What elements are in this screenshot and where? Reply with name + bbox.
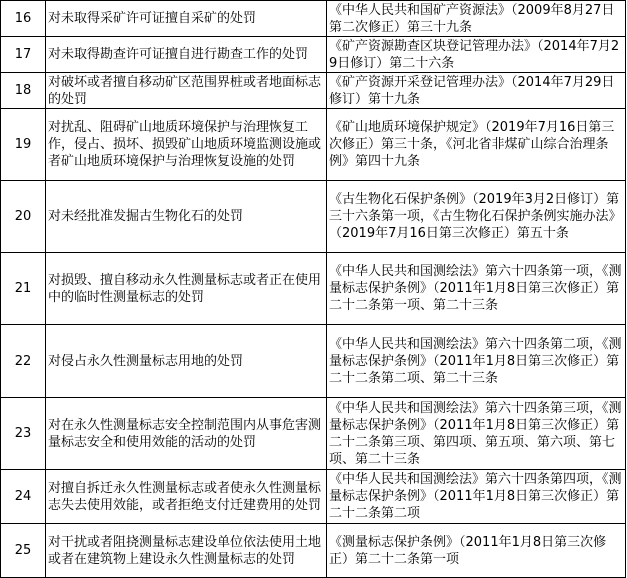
row-number: 22	[1, 325, 46, 398]
penalty-item: 对损毁、擅自移动永久性测量标志或者正在使用中的临时性测量标志的处罚	[46, 253, 327, 325]
row-number: 21	[1, 253, 46, 325]
legal-basis: 《测量标志保护条例》（2011年1月8日第三次修正）第二十二条第一项	[327, 524, 626, 578]
table-row	[1, 398, 626, 470]
row-number: 19	[1, 109, 46, 181]
penalty-item: 对侵占永久性测量标志用地的处罚	[46, 325, 327, 398]
row-number: 23	[1, 398, 46, 470]
penalty-item: 对干扰或者阻挠测量标志建设单位依法使用土地或者在建筑物上建设永久性测量标志的处罚	[46, 524, 327, 578]
legal-basis: 《矿山地质环境保护规定》（2019年7月16日第三次修正）第三十条，《河北省非煤矿山综合治理条例》第四十九条	[327, 109, 626, 181]
legal-basis: 《中华人民共和国测绘法》第六十四条第一项，《测量标志保护条例》（2011年1月8日第三次修正）第二十二条第一项、第二十三条	[327, 253, 626, 325]
table-row	[1, 253, 626, 325]
penalty-item: 对在永久性测量标志安全控制范围内从事危害测量标志安全和使用效能的活动的处罚	[46, 398, 327, 470]
table-row	[1, 181, 626, 253]
table-row	[1, 109, 626, 181]
penalty-item: 对未经批准发掘古生物化石的处罚	[46, 181, 327, 253]
penalty-item: 对破坏或者擅自移动矿区范围界桩或者地面标志的处罚	[46, 73, 327, 109]
legal-basis: 《古生物化石保护条例》（2019年3月2日修订）第三十六条第一项，《古生物化石保护条例实施办法》（2019年7月16日第三次修正）第五十条	[327, 181, 626, 253]
legal-basis: 《矿产资源勘查区块登记管理办法》（2014年7月29日修订）第二十六条	[327, 37, 626, 73]
legal-basis: 《中华人民共和国测绘法》第六十四条第二项，《测量标志保护条例》（2011年1月8日第三次修正）第二十二条第二项、第二十三条	[327, 325, 626, 398]
row-number: 18	[1, 73, 46, 109]
table-row	[1, 470, 626, 524]
legal-basis: 《中华人民共和国矿产资源法》（2009年8月27日第二次修正）第三十九条	[327, 1, 626, 37]
table-row	[1, 325, 626, 398]
legal-basis: 《中华人民共和国测绘法》第六十四条第三项，《测量标志保护条例》（2011年1月8日第三次修正）第二十二条第三项、第四项、第五项、第六项、第七项、第二十三条	[327, 398, 626, 470]
row-number: 24	[1, 470, 46, 524]
table-row	[1, 73, 626, 109]
row-number: 25	[1, 524, 46, 578]
legal-basis: 《中华人民共和国测绘法》第六十四条第四项，《测量标志保护条例》（2011年1月8日第三次修正）第二十二条第二项	[327, 470, 626, 524]
row-number: 20	[1, 181, 46, 253]
legal-basis: 《矿产资源开采登记管理办法》（2014年7月29日修订）第十九条	[327, 73, 626, 109]
row-number: 17	[1, 37, 46, 73]
penalty-item: 对擅自拆迁永久性测量标志或者使永久性测量标志失去使用效能，或者拒绝支付迁建费用的处罚	[46, 470, 327, 524]
table-row	[1, 37, 626, 73]
row-number: 16	[1, 1, 46, 37]
penalty-item: 对未取得采矿许可证擅自采矿的处罚	[46, 1, 327, 37]
penalty-item: 对未取得勘查许可证擅自进行勘查工作的处罚	[46, 37, 327, 73]
table-row	[1, 524, 626, 578]
penalty-item: 对扰乱、阻碍矿山地质环境保护与治理恢复工作，侵占、损坏、损毁矿山地质环境监测设施或者矿山地质环境保护与治理恢复设施的处罚	[46, 109, 327, 181]
table-row	[1, 1, 626, 37]
